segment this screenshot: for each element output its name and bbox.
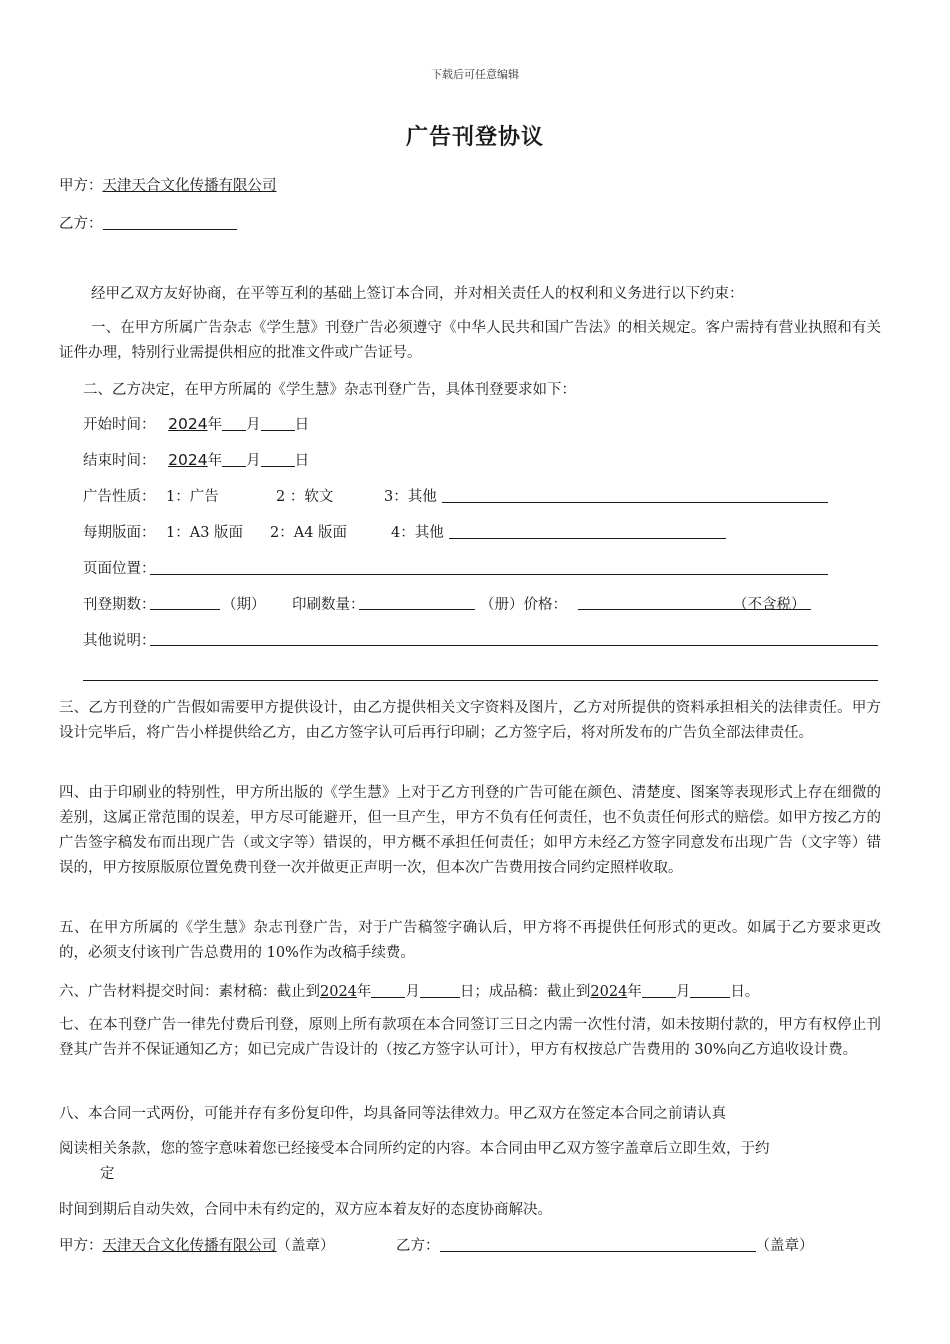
start-month-char: 月 <box>246 417 261 433</box>
tax-note: （不含税） <box>733 597 806 613</box>
layout-option-2: 2：A4 版面 <box>270 525 348 541</box>
clause-6-year-2: 2024 <box>590 984 628 1000</box>
clause-7: 七、在本刊登广告一律先付费后刊登，原则上所有款项在本合同签订三日之内需一次性付清，如未按期付款的，甲方有权停止刊登其广告并不保证通知乙方；如已完成广告设计的（按乙方签字认可计），甲方有权按总广告费用的 30%向乙方追收设计费。 <box>59 1017 881 1058</box>
start-year-char: 年 <box>207 417 223 433</box>
end-time-row <box>83 449 309 470</box>
nature-other-blank <box>442 502 828 503</box>
end-month-blank <box>222 451 246 467</box>
start-year: 2024 <box>168 415 208 433</box>
nature-label: 广告性质： <box>83 489 156 505</box>
clause-8-wrap: 定 <box>100 1166 115 1182</box>
clause-4: 四、由于印刷业的特别性，甲方所出版的《学生慧》上对于乙方刊登的广告可能在颜色、清楚度、图案等表现形式上存在细微的差别，这属正常范围的误差，甲方尽可能避开，但一旦产生，甲方不负有任何责任，也不负责任何形式的赔偿。如甲方按乙方的广告签字稿发布而出现广告（或文字等）错误的，甲方概不承担任何责任；如甲方未经乙方签字同意发布出现广告（文字等）错误的，甲方按原版原位置免费刊登一次并做更正声明一次，但本次广告费用按合同约定照样收取。 <box>59 785 881 876</box>
page-title: 广告刊登协议 <box>405 124 544 150</box>
end-time-label: 结束时间： <box>83 453 156 469</box>
end-month-char: 月 <box>246 453 261 469</box>
clause-6-year-1: 2024 <box>320 984 357 1000</box>
clause-6-year-char-1: 年 <box>356 984 372 1000</box>
print-unit: （册）价格： <box>480 597 567 613</box>
clause-6 <box>59 980 759 1001</box>
end-day-blank <box>261 451 295 467</box>
party-b-blank <box>103 214 237 230</box>
clause-6-end: 日。 <box>730 984 760 1000</box>
party-b-label: 乙方： <box>59 216 103 232</box>
clause-6-prefix: 六、广告材料提交时间：素材稿：截止到 <box>59 984 320 1000</box>
clause-6-day-blank-1 <box>420 982 460 998</box>
clause-1: 一、在甲方所属广告杂志《学生慧》刊登广告必须遵守《中华人民共和国广告法》的相关规定。客户需持有营业执照和有关证件办理，特别行业需提供相应的批准文件或广告证号。 <box>59 320 881 361</box>
party-a-name: 天津天合文化传播有限公司 <box>102 178 277 194</box>
signature-a-name: 天津天合文化传播有限公司 <box>102 1238 277 1254</box>
intro-paragraph: 经甲乙双方友好协商，在平等互利的基础上签订本合同，并对相关责任人的权利和义务进行以下约束： <box>91 286 744 302</box>
position-blank <box>150 574 828 575</box>
start-day-char: 日 <box>294 417 310 433</box>
start-month-blank <box>222 415 246 431</box>
other-blank-1 <box>150 645 878 646</box>
layout-option-3: 4：其他 <box>391 525 444 541</box>
layout-other-blank <box>449 538 726 539</box>
signature-b-blank <box>440 1236 756 1252</box>
issues-blank <box>150 609 220 610</box>
clause-6-mid: 日；成品稿：截止到 <box>459 984 591 1000</box>
clause-8-line-3: 时间到期后自动失效，合同中未有约定的，双方应本着友好的态度协商解决。 <box>59 1202 552 1218</box>
start-time-row <box>83 413 309 434</box>
other-label: 其他说明： <box>83 633 156 649</box>
nature-option-1: 1：广告 <box>166 489 219 505</box>
end-day-char: 日 <box>294 453 310 469</box>
clause-8-line-2: 阅读相关条款，您的签字意味着您已经接受本合同所约定的内容。本合同由甲乙双方签字盖章后立即生效，于约 <box>59 1141 770 1157</box>
clause-6-month-blank-1 <box>371 982 405 998</box>
signature-b-label: 乙方： <box>396 1238 440 1254</box>
clause-8-line-1: 八、本合同一式两份，可能并存有多份复印件，均具备同等法律效力。甲乙双方在签定本合同之前请认真 <box>59 1106 726 1122</box>
start-time-label: 开始时间： <box>83 417 156 433</box>
nature-option-3: 3：其他 <box>384 489 437 505</box>
end-year-char: 年 <box>207 453 223 469</box>
layout-label: 每期版面： <box>83 525 156 541</box>
signature-party-b <box>396 1234 814 1255</box>
clause-3: 三、乙方刊登的广告假如需要甲方提供设计，由乙方提供相关文字资料及图片，乙方对所提供的资料承担相关的法律责任。甲方设计完毕后，将广告小样提供给乙方，由乙方签字认可后再行印刷；乙方签字后，将对所发布的广告负全部法律责任。 <box>59 700 881 741</box>
issues-unit: （期） <box>222 597 266 613</box>
other-blank-2 <box>83 680 878 681</box>
signature-a-seal: （盖章） <box>276 1238 335 1254</box>
party-a-line <box>59 174 277 195</box>
print-blank <box>359 609 475 610</box>
signature-b-seal: （盖章） <box>755 1238 814 1254</box>
signature-party-a <box>59 1234 335 1255</box>
clause-2: 二、乙方决定，在甲方所属的《学生慧》杂志刊登广告，具体刊登要求如下： <box>83 382 576 398</box>
clause-6-month-blank-2 <box>642 982 676 998</box>
clause-5: 五、在甲方所属的《学生慧》杂志刊登广告，对于广告稿签字确认后，甲方将不再提供任何形式的更改。如属于乙方要求更改的，必须支付该刊广告总费用的 10%作为改稿手续费。 <box>59 920 881 961</box>
party-a-label: 甲方： <box>59 178 103 194</box>
signature-a-label: 甲方： <box>59 1238 103 1254</box>
clause-6-day-blank-2 <box>690 982 730 998</box>
layout-option-1: 1：A3 版面 <box>166 525 244 541</box>
start-day-blank <box>261 415 295 431</box>
position-label: 页面位置： <box>83 561 156 577</box>
end-year: 2024 <box>168 451 208 469</box>
issues-label: 刊登期数： <box>83 597 156 613</box>
print-label: 印刷数量： <box>292 597 365 613</box>
party-b-line <box>59 212 237 233</box>
clause-6-month-char-1: 月 <box>405 984 420 1000</box>
clause-6-month-char-2: 月 <box>675 984 691 1000</box>
header-note: 下载后可任意编辑 <box>431 68 519 81</box>
nature-option-2: 2 ：软文 <box>276 489 334 505</box>
clause-6-year-char-2: 年 <box>627 984 642 1000</box>
